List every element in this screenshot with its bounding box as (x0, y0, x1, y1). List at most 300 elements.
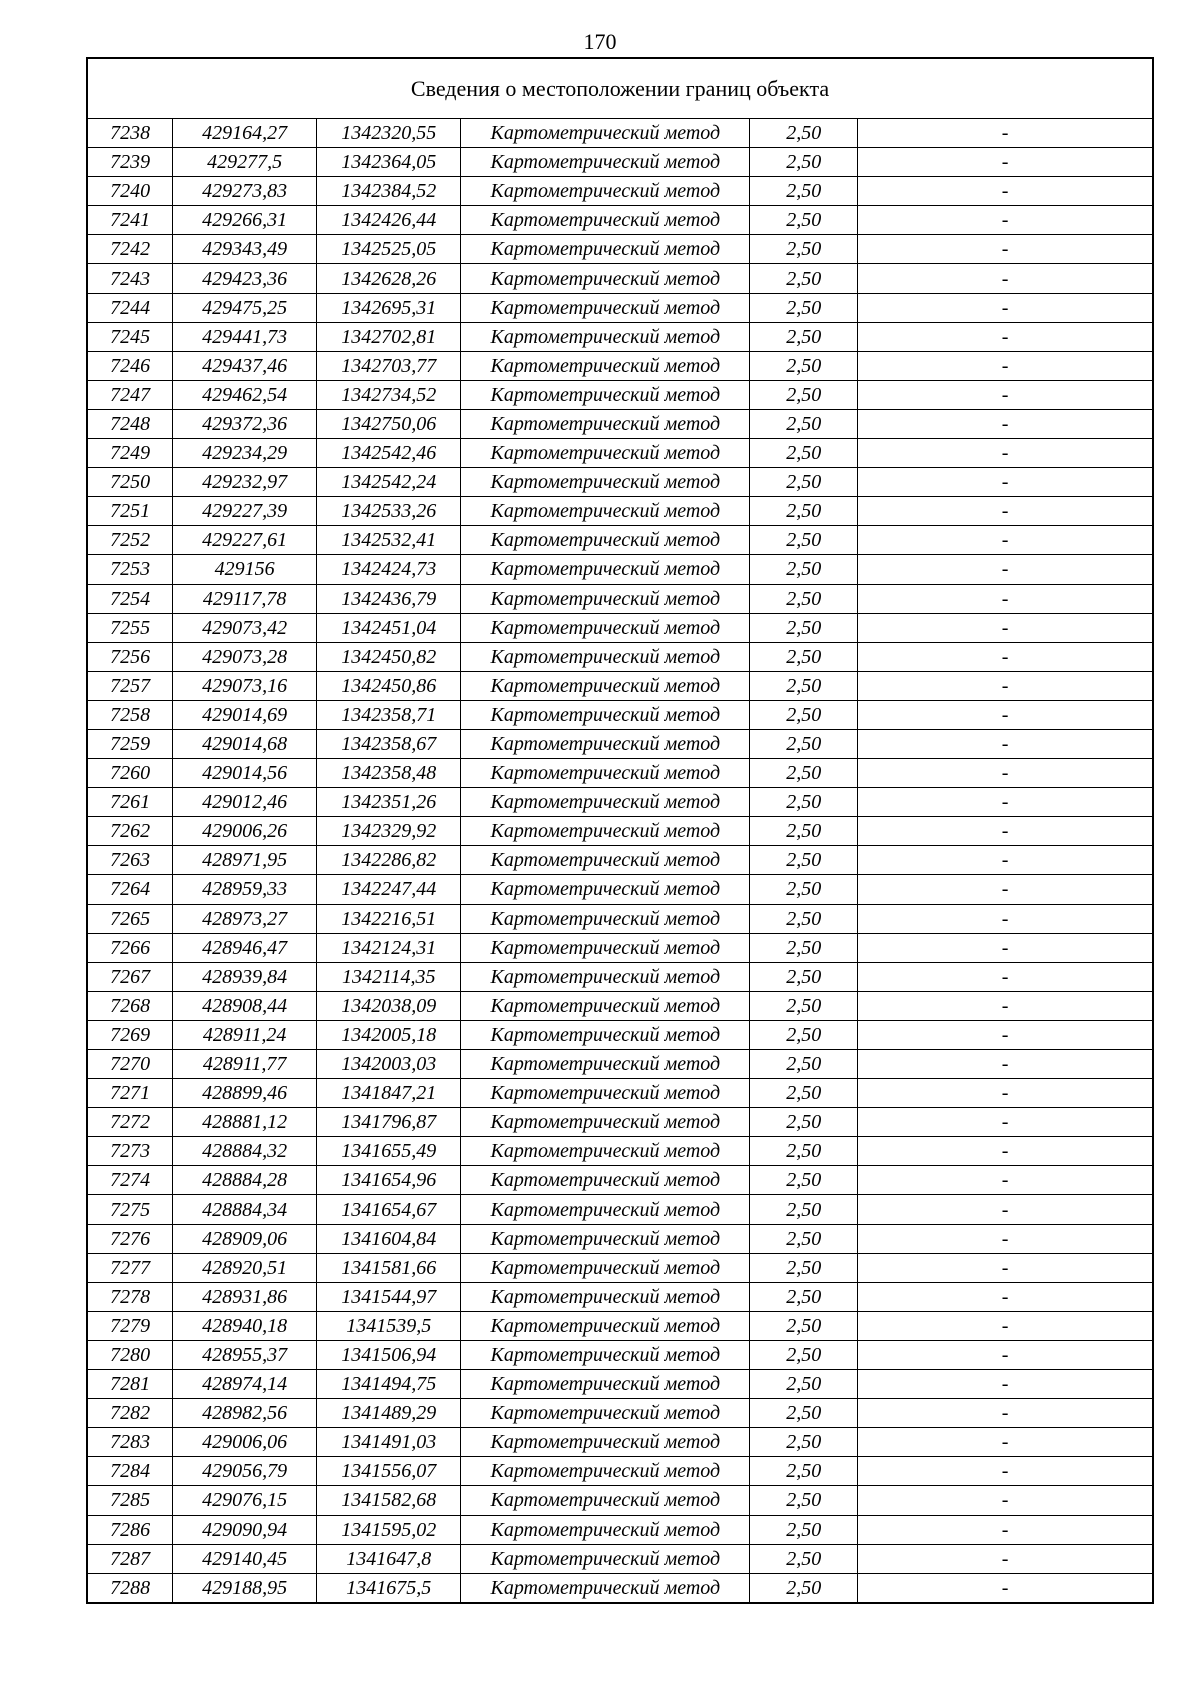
accuracy-cell: 2,50 (750, 1282, 858, 1311)
y-coordinate-cell: 1342003,03 (317, 1050, 461, 1079)
y-coordinate-cell: 1342542,24 (317, 468, 461, 497)
x-coordinate-cell: 428982,56 (173, 1399, 317, 1428)
x-coordinate-cell: 428971,95 (173, 846, 317, 875)
y-coordinate-cell: 1341655,49 (317, 1137, 461, 1166)
note-cell: - (858, 729, 1153, 758)
x-coordinate-cell: 429232,97 (173, 468, 317, 497)
x-coordinate-cell: 429164,27 (173, 119, 317, 148)
note-cell: - (858, 206, 1153, 235)
method-cell: Картометрический метод (461, 293, 750, 322)
note-cell: - (858, 468, 1153, 497)
note-cell: - (858, 1370, 1153, 1399)
x-coordinate-cell: 429277,5 (173, 148, 317, 177)
x-coordinate-cell: 428911,24 (173, 1020, 317, 1049)
accuracy-cell: 2,50 (750, 1253, 858, 1282)
x-coordinate-cell: 428940,18 (173, 1311, 317, 1340)
table-row (87, 1166, 1153, 1195)
method-cell: Картометрический метод (461, 1195, 750, 1224)
accuracy-cell: 2,50 (750, 206, 858, 235)
method-cell: Картометрический метод (461, 1253, 750, 1282)
point-number-cell: 7248 (87, 409, 173, 438)
table-row (87, 1108, 1153, 1137)
x-coordinate-cell: 429234,29 (173, 439, 317, 468)
y-coordinate-cell: 1342286,82 (317, 846, 461, 875)
point-number-cell: 7251 (87, 497, 173, 526)
point-number-cell: 7256 (87, 642, 173, 671)
table-row (87, 904, 1153, 933)
note-cell: - (858, 671, 1153, 700)
point-number-cell: 7257 (87, 671, 173, 700)
table-row (87, 1137, 1153, 1166)
note-cell: - (858, 1340, 1153, 1369)
method-cell: Картометрический метод (461, 439, 750, 468)
y-coordinate-cell: 1342358,67 (317, 729, 461, 758)
note-cell: - (858, 439, 1153, 468)
point-number-cell: 7240 (87, 177, 173, 206)
note-cell: - (858, 409, 1153, 438)
x-coordinate-cell: 429012,46 (173, 788, 317, 817)
note-cell: - (858, 351, 1153, 380)
y-coordinate-cell: 1342351,26 (317, 788, 461, 817)
point-number-cell: 7270 (87, 1050, 173, 1079)
accuracy-cell: 2,50 (750, 293, 858, 322)
point-number-cell: 7252 (87, 526, 173, 555)
y-coordinate-cell: 1342542,46 (317, 439, 461, 468)
x-coordinate-cell: 429076,15 (173, 1486, 317, 1515)
accuracy-cell: 2,50 (750, 1166, 858, 1195)
y-coordinate-cell: 1342358,71 (317, 700, 461, 729)
point-number-cell: 7259 (87, 729, 173, 758)
x-coordinate-cell: 428911,77 (173, 1050, 317, 1079)
x-coordinate-cell: 429014,68 (173, 729, 317, 758)
table-row (87, 1224, 1153, 1253)
accuracy-cell: 2,50 (750, 148, 858, 177)
page-number: 170 (583, 29, 617, 54)
accuracy-cell: 2,50 (750, 1079, 858, 1108)
method-cell: Картометрический метод (461, 1020, 750, 1049)
method-cell: Картометрический метод (461, 1370, 750, 1399)
accuracy-cell: 2,50 (750, 555, 858, 584)
note-cell: - (858, 933, 1153, 962)
method-cell: Картометрический метод (461, 1224, 750, 1253)
table-row (87, 526, 1153, 555)
table-row (87, 555, 1153, 584)
x-coordinate-cell: 429014,69 (173, 700, 317, 729)
y-coordinate-cell: 1342436,79 (317, 584, 461, 613)
x-coordinate-cell: 428909,06 (173, 1224, 317, 1253)
point-number-cell: 7239 (87, 148, 173, 177)
x-coordinate-cell: 428974,14 (173, 1370, 317, 1399)
note-cell: - (858, 1282, 1153, 1311)
table-row (87, 322, 1153, 351)
note-cell: - (858, 759, 1153, 788)
method-cell: Картометрический метод (461, 642, 750, 671)
table-title: Сведения о местоположении границ объекта (87, 58, 1153, 119)
note-cell: - (858, 788, 1153, 817)
point-number-cell: 7287 (87, 1544, 173, 1573)
accuracy-cell: 2,50 (750, 1108, 858, 1137)
table-row (87, 1340, 1153, 1369)
x-coordinate-cell: 429437,46 (173, 351, 317, 380)
boundary-coordinates-table (86, 57, 1154, 1604)
method-cell: Картометрический метод (461, 526, 750, 555)
note-cell: - (858, 148, 1153, 177)
y-coordinate-cell: 1342329,92 (317, 817, 461, 846)
table-row (87, 351, 1153, 380)
y-coordinate-cell: 1341647,8 (317, 1544, 461, 1573)
note-cell: - (858, 1544, 1153, 1573)
accuracy-cell: 2,50 (750, 351, 858, 380)
table-row (87, 177, 1153, 206)
note-cell: - (858, 1573, 1153, 1603)
x-coordinate-cell: 429117,78 (173, 584, 317, 613)
y-coordinate-cell: 1342424,73 (317, 555, 461, 584)
note-cell: - (858, 904, 1153, 933)
x-coordinate-cell: 429266,31 (173, 206, 317, 235)
accuracy-cell: 2,50 (750, 468, 858, 497)
note-cell: - (858, 1079, 1153, 1108)
point-number-cell: 7267 (87, 962, 173, 991)
table-row (87, 1515, 1153, 1544)
method-cell: Картометрический метод (461, 1457, 750, 1486)
table-row (87, 788, 1153, 817)
accuracy-cell: 2,50 (750, 380, 858, 409)
method-cell: Картометрический метод (461, 1486, 750, 1515)
accuracy-cell: 2,50 (750, 264, 858, 293)
method-cell: Картометрический метод (461, 700, 750, 729)
point-number-cell: 7253 (87, 555, 173, 584)
note-cell: - (858, 846, 1153, 875)
table-row (87, 846, 1153, 875)
x-coordinate-cell: 429372,36 (173, 409, 317, 438)
point-number-cell: 7282 (87, 1399, 173, 1428)
table-row (87, 642, 1153, 671)
y-coordinate-cell: 1341796,87 (317, 1108, 461, 1137)
y-coordinate-cell: 1342532,41 (317, 526, 461, 555)
x-coordinate-cell: 428881,12 (173, 1108, 317, 1137)
accuracy-cell: 2,50 (750, 1428, 858, 1457)
accuracy-cell: 2,50 (750, 1399, 858, 1428)
method-cell: Картометрический метод (461, 148, 750, 177)
point-number-cell: 7277 (87, 1253, 173, 1282)
y-coordinate-cell: 1341847,21 (317, 1079, 461, 1108)
x-coordinate-cell: 428884,34 (173, 1195, 317, 1224)
y-coordinate-cell: 1341556,07 (317, 1457, 461, 1486)
point-number-cell: 7246 (87, 351, 173, 380)
point-number-cell: 7286 (87, 1515, 173, 1544)
y-coordinate-cell: 1342364,05 (317, 148, 461, 177)
y-coordinate-cell: 1341654,96 (317, 1166, 461, 1195)
y-coordinate-cell: 1342005,18 (317, 1020, 461, 1049)
point-number-cell: 7272 (87, 1108, 173, 1137)
note-cell: - (858, 1399, 1153, 1428)
accuracy-cell: 2,50 (750, 700, 858, 729)
x-coordinate-cell: 429423,36 (173, 264, 317, 293)
x-coordinate-cell: 429475,25 (173, 293, 317, 322)
table-row (87, 759, 1153, 788)
note-cell: - (858, 1050, 1153, 1079)
method-cell: Картометрический метод (461, 991, 750, 1020)
method-cell: Картометрический метод (461, 1108, 750, 1137)
accuracy-cell: 2,50 (750, 846, 858, 875)
method-cell: Картометрический метод (461, 1137, 750, 1166)
y-coordinate-cell: 1341675,5 (317, 1573, 461, 1603)
point-number-cell: 7254 (87, 584, 173, 613)
table-row (87, 497, 1153, 526)
method-cell: Картометрический метод (461, 962, 750, 991)
method-cell: Картометрический метод (461, 1166, 750, 1195)
method-cell: Картометрический метод (461, 322, 750, 351)
x-coordinate-cell: 429273,83 (173, 177, 317, 206)
table-row (87, 1282, 1153, 1311)
table-row (87, 1311, 1153, 1340)
method-cell: Картометрический метод (461, 933, 750, 962)
accuracy-cell: 2,50 (750, 933, 858, 962)
method-cell: Картометрический метод (461, 264, 750, 293)
accuracy-cell: 2,50 (750, 875, 858, 904)
method-cell: Картометрический метод (461, 904, 750, 933)
accuracy-cell: 2,50 (750, 526, 858, 555)
table-row (87, 1195, 1153, 1224)
point-number-cell: 7268 (87, 991, 173, 1020)
point-number-cell: 7241 (87, 206, 173, 235)
table-row (87, 119, 1153, 148)
point-number-cell: 7278 (87, 1282, 173, 1311)
table-row (87, 439, 1153, 468)
note-cell: - (858, 1428, 1153, 1457)
point-number-cell: 7244 (87, 293, 173, 322)
y-coordinate-cell: 1342451,04 (317, 613, 461, 642)
x-coordinate-cell: 429156 (173, 555, 317, 584)
point-number-cell: 7284 (87, 1457, 173, 1486)
x-coordinate-cell: 429014,56 (173, 759, 317, 788)
method-cell: Картометрический метод (461, 206, 750, 235)
note-cell: - (858, 322, 1153, 351)
note-cell: - (858, 991, 1153, 1020)
point-number-cell: 7281 (87, 1370, 173, 1399)
table-row (87, 613, 1153, 642)
note-cell: - (858, 1137, 1153, 1166)
accuracy-cell: 2,50 (750, 1137, 858, 1166)
x-coordinate-cell: 429227,61 (173, 526, 317, 555)
x-coordinate-cell: 428959,33 (173, 875, 317, 904)
method-cell: Картометрический метод (461, 119, 750, 148)
point-number-cell: 7269 (87, 1020, 173, 1049)
y-coordinate-cell: 1341539,5 (317, 1311, 461, 1340)
x-coordinate-cell: 428973,27 (173, 904, 317, 933)
table-row (87, 1370, 1153, 1399)
method-cell: Картометрический метод (461, 497, 750, 526)
y-coordinate-cell: 1342320,55 (317, 119, 461, 148)
table-row (87, 991, 1153, 1020)
y-coordinate-cell: 1342734,52 (317, 380, 461, 409)
point-number-cell: 7271 (87, 1079, 173, 1108)
point-number-cell: 7283 (87, 1428, 173, 1457)
table-row (87, 380, 1153, 409)
y-coordinate-cell: 1341494,75 (317, 1370, 461, 1399)
point-number-cell: 7263 (87, 846, 173, 875)
note-cell: - (858, 1224, 1153, 1253)
note-cell: - (858, 613, 1153, 642)
accuracy-cell: 2,50 (750, 642, 858, 671)
accuracy-cell: 2,50 (750, 1370, 858, 1399)
accuracy-cell: 2,50 (750, 1020, 858, 1049)
table-row (87, 1573, 1153, 1603)
table-row (87, 1486, 1153, 1515)
y-coordinate-cell: 1341581,66 (317, 1253, 461, 1282)
note-cell: - (858, 235, 1153, 264)
table-row (87, 206, 1153, 235)
note-cell: - (858, 1311, 1153, 1340)
method-cell: Картометрический метод (461, 1573, 750, 1603)
y-coordinate-cell: 1341491,03 (317, 1428, 461, 1457)
y-coordinate-cell: 1342703,77 (317, 351, 461, 380)
y-coordinate-cell: 1342525,05 (317, 235, 461, 264)
x-coordinate-cell: 428908,44 (173, 991, 317, 1020)
table-row (87, 584, 1153, 613)
y-coordinate-cell: 1342124,31 (317, 933, 461, 962)
x-coordinate-cell: 429462,54 (173, 380, 317, 409)
y-coordinate-cell: 1342038,09 (317, 991, 461, 1020)
point-number-cell: 7288 (87, 1573, 173, 1603)
method-cell: Картометрический метод (461, 1079, 750, 1108)
point-number-cell: 7266 (87, 933, 173, 962)
note-cell: - (858, 293, 1153, 322)
note-cell: - (858, 817, 1153, 846)
point-number-cell: 7273 (87, 1137, 173, 1166)
accuracy-cell: 2,50 (750, 1515, 858, 1544)
table-row (87, 468, 1153, 497)
y-coordinate-cell: 1342750,06 (317, 409, 461, 438)
method-cell: Картометрический метод (461, 1399, 750, 1428)
method-cell: Картометрический метод (461, 1515, 750, 1544)
accuracy-cell: 2,50 (750, 671, 858, 700)
method-cell: Картометрический метод (461, 1340, 750, 1369)
table-row (87, 293, 1153, 322)
point-number-cell: 7247 (87, 380, 173, 409)
note-cell: - (858, 1253, 1153, 1282)
accuracy-cell: 2,50 (750, 409, 858, 438)
point-number-cell: 7238 (87, 119, 173, 148)
accuracy-cell: 2,50 (750, 817, 858, 846)
note-cell: - (858, 875, 1153, 904)
method-cell: Картометрический метод (461, 1282, 750, 1311)
y-coordinate-cell: 1342450,86 (317, 671, 461, 700)
method-cell: Картометрический метод (461, 1311, 750, 1340)
table-row (87, 875, 1153, 904)
table-row (87, 962, 1153, 991)
method-cell: Картометрический метод (461, 671, 750, 700)
x-coordinate-cell: 429441,73 (173, 322, 317, 351)
point-number-cell: 7249 (87, 439, 173, 468)
note-cell: - (858, 526, 1153, 555)
x-coordinate-cell: 428946,47 (173, 933, 317, 962)
x-coordinate-cell: 429006,06 (173, 1428, 317, 1457)
method-cell: Картометрический метод (461, 235, 750, 264)
x-coordinate-cell: 429227,39 (173, 497, 317, 526)
point-number-cell: 7265 (87, 904, 173, 933)
table-row (87, 933, 1153, 962)
accuracy-cell: 2,50 (750, 584, 858, 613)
note-cell: - (858, 642, 1153, 671)
note-cell: - (858, 1195, 1153, 1224)
x-coordinate-cell: 428884,32 (173, 1137, 317, 1166)
accuracy-cell: 2,50 (750, 904, 858, 933)
y-coordinate-cell: 1342358,48 (317, 759, 461, 788)
x-coordinate-cell: 428955,37 (173, 1340, 317, 1369)
x-coordinate-cell: 429056,79 (173, 1457, 317, 1486)
note-cell: - (858, 1020, 1153, 1049)
table-row (87, 1457, 1153, 1486)
x-coordinate-cell: 429343,49 (173, 235, 317, 264)
accuracy-cell: 2,50 (750, 1573, 858, 1603)
point-number-cell: 7261 (87, 788, 173, 817)
method-cell: Картометрический метод (461, 1544, 750, 1573)
x-coordinate-cell: 429140,45 (173, 1544, 317, 1573)
y-coordinate-cell: 1342384,52 (317, 177, 461, 206)
method-cell: Картометрический метод (461, 409, 750, 438)
x-coordinate-cell: 429073,16 (173, 671, 317, 700)
point-number-cell: 7280 (87, 1340, 173, 1369)
y-coordinate-cell: 1342533,26 (317, 497, 461, 526)
point-number-cell: 7262 (87, 817, 173, 846)
y-coordinate-cell: 1342114,35 (317, 962, 461, 991)
accuracy-cell: 2,50 (750, 1457, 858, 1486)
y-coordinate-cell: 1341489,29 (317, 1399, 461, 1428)
accuracy-cell: 2,50 (750, 729, 858, 758)
table-row (87, 1020, 1153, 1049)
method-cell: Картометрический метод (461, 729, 750, 758)
table-body (87, 119, 1153, 1603)
method-cell: Картометрический метод (461, 1050, 750, 1079)
point-number-cell: 7276 (87, 1224, 173, 1253)
table-row (87, 1253, 1153, 1282)
point-number-cell: 7285 (87, 1486, 173, 1515)
accuracy-cell: 2,50 (750, 235, 858, 264)
point-number-cell: 7242 (87, 235, 173, 264)
x-coordinate-cell: 429073,28 (173, 642, 317, 671)
x-coordinate-cell: 429090,94 (173, 1515, 317, 1544)
accuracy-cell: 2,50 (750, 1544, 858, 1573)
point-number-cell: 7275 (87, 1195, 173, 1224)
note-cell: - (858, 177, 1153, 206)
table-row (87, 817, 1153, 846)
note-cell: - (858, 962, 1153, 991)
table-row (87, 729, 1153, 758)
accuracy-cell: 2,50 (750, 1311, 858, 1340)
note-cell: - (858, 497, 1153, 526)
accuracy-cell: 2,50 (750, 991, 858, 1020)
y-coordinate-cell: 1342247,44 (317, 875, 461, 904)
method-cell: Картометрический метод (461, 468, 750, 497)
y-coordinate-cell: 1342216,51 (317, 904, 461, 933)
note-cell: - (858, 1108, 1153, 1137)
note-cell: - (858, 264, 1153, 293)
point-number-cell: 7255 (87, 613, 173, 642)
x-coordinate-cell: 429006,26 (173, 817, 317, 846)
accuracy-cell: 2,50 (750, 1195, 858, 1224)
accuracy-cell: 2,50 (750, 1050, 858, 1079)
point-number-cell: 7245 (87, 322, 173, 351)
y-coordinate-cell: 1341654,67 (317, 1195, 461, 1224)
accuracy-cell: 2,50 (750, 119, 858, 148)
method-cell: Картометрический метод (461, 351, 750, 380)
method-cell: Картометрический метод (461, 613, 750, 642)
accuracy-cell: 2,50 (750, 177, 858, 206)
table-row (87, 409, 1153, 438)
y-coordinate-cell: 1342628,26 (317, 264, 461, 293)
point-number-cell: 7258 (87, 700, 173, 729)
